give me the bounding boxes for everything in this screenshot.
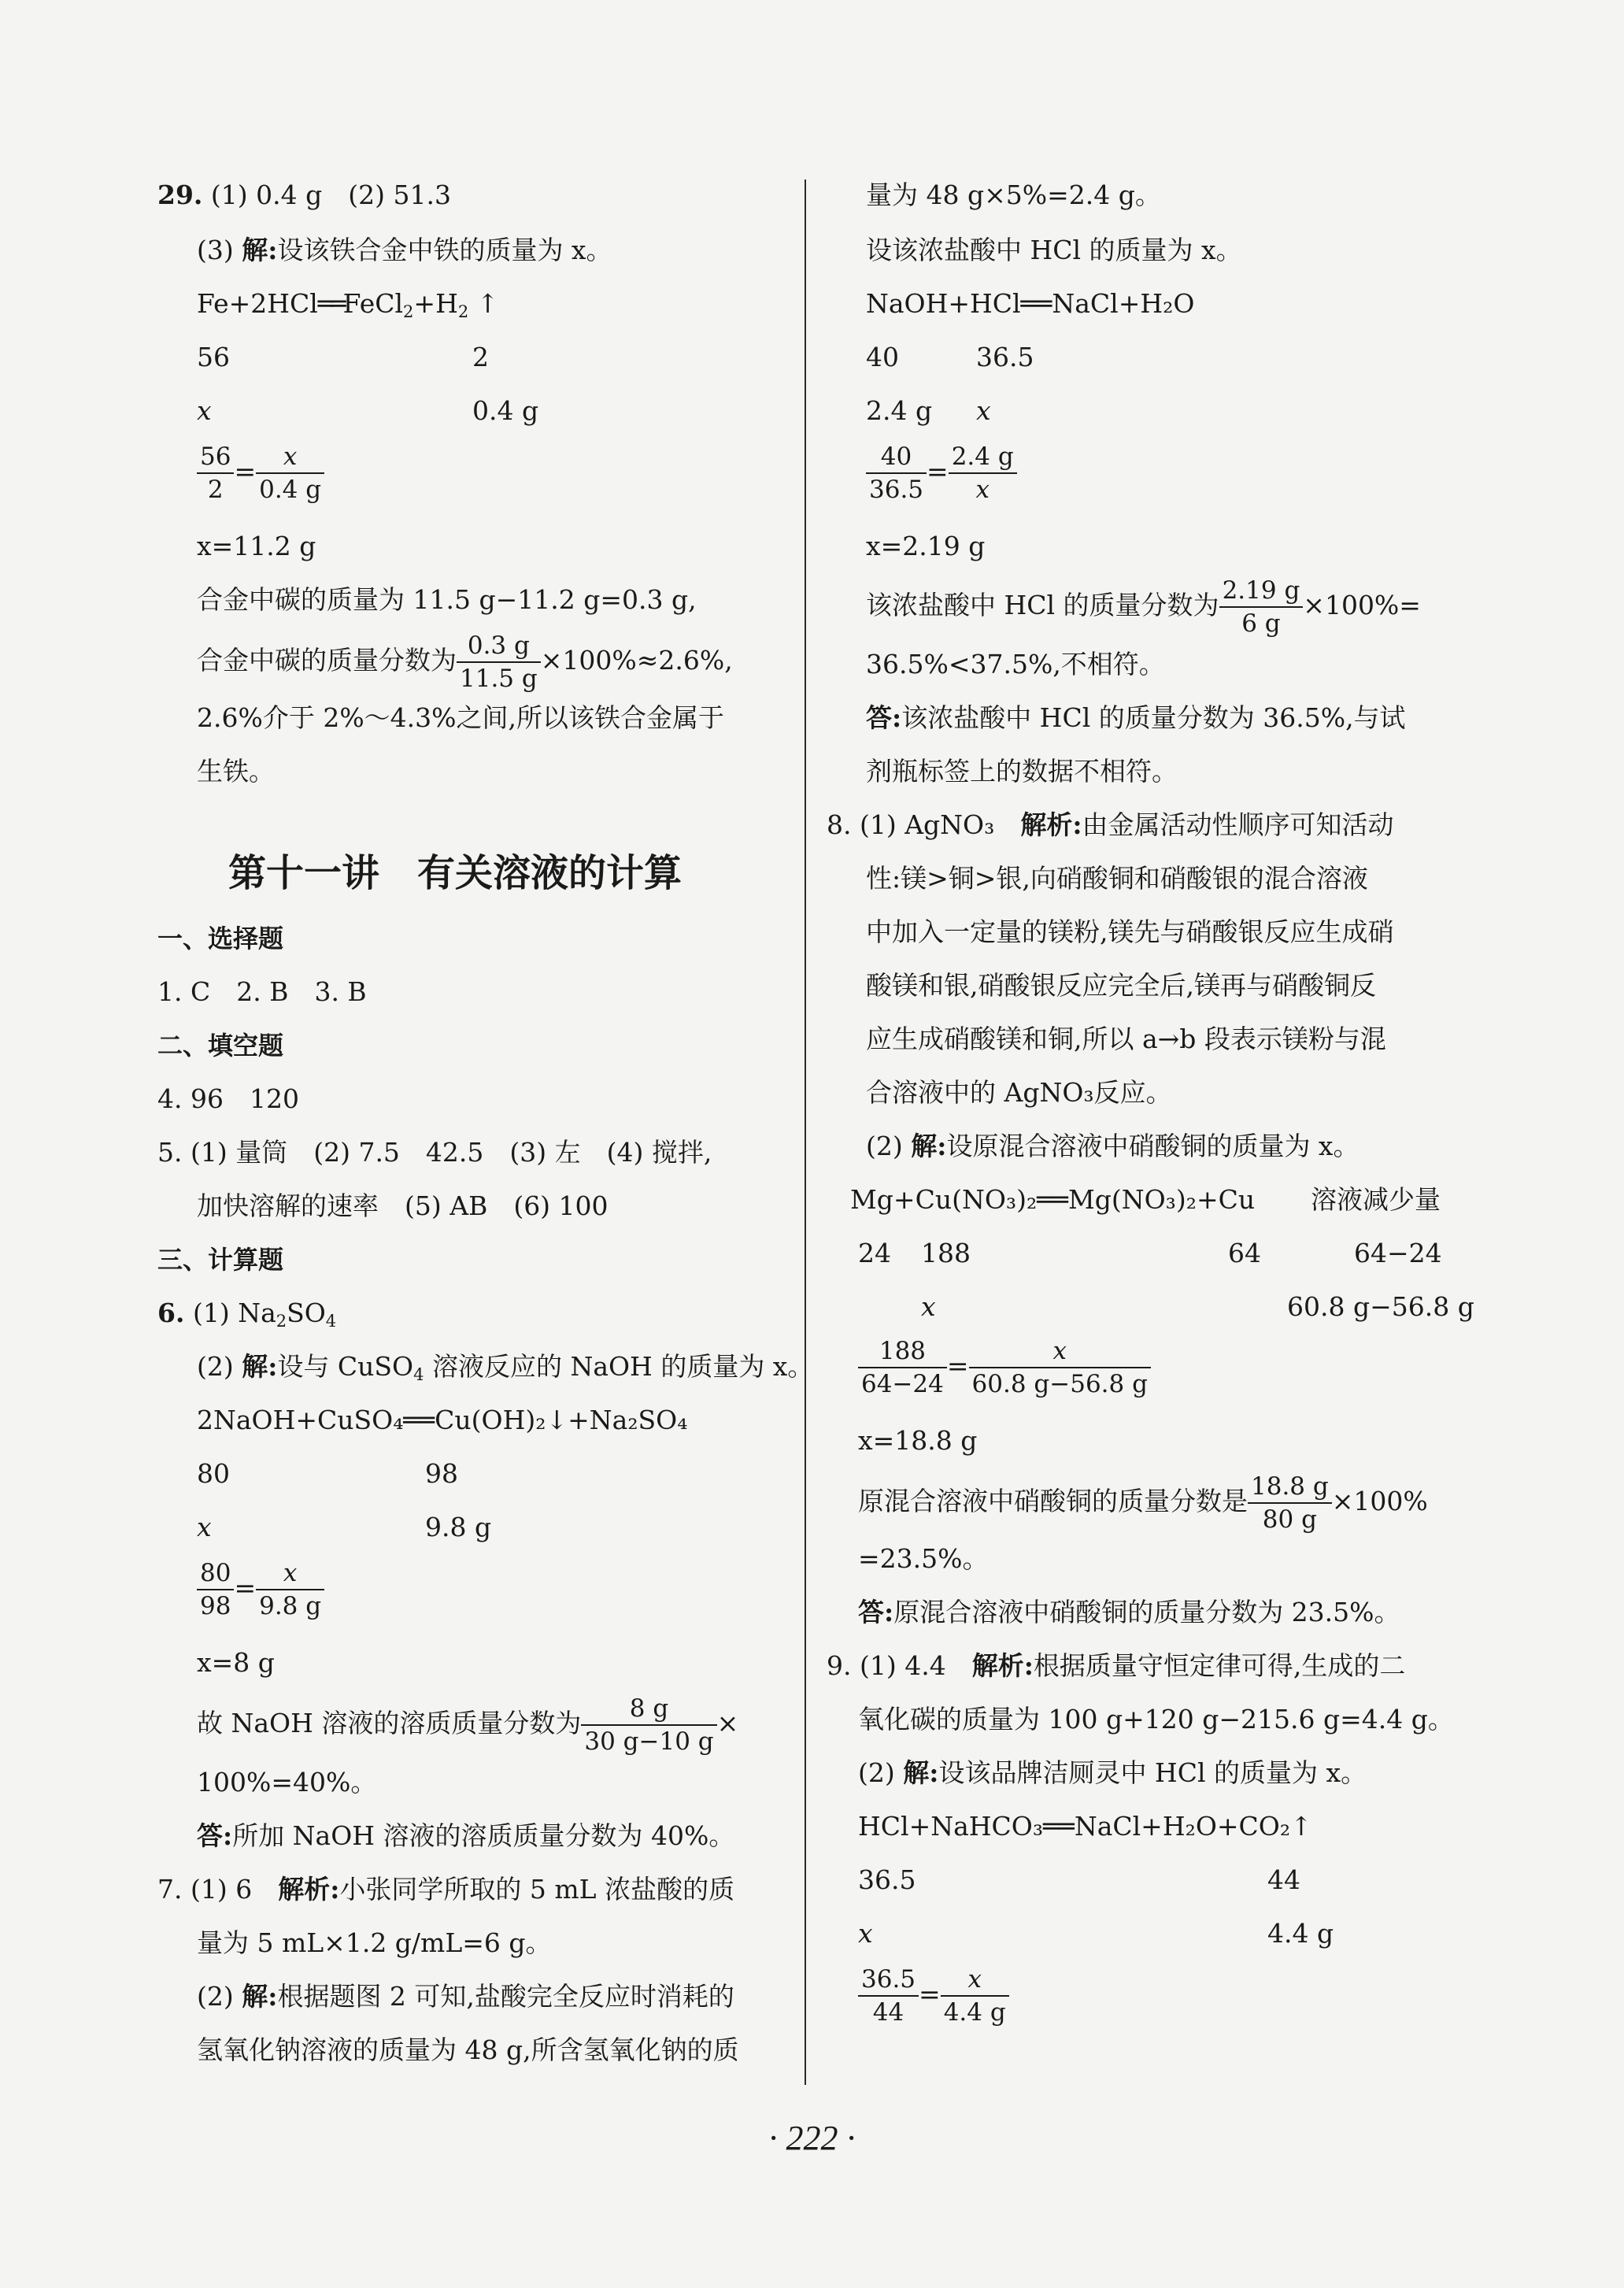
q6-proportion: $\frac{80}{98}$ = $\frac{x}{9.8 g}$ [197,1557,324,1622]
q9-var-2: 4.4 g [1267,1918,1334,1949]
q29-line2: (3) 解:设该铁合金中铁的质量为 x。 [197,235,612,265]
q29-result: x=11.2 g [197,531,316,561]
q7c-mass-1: 40 [866,342,899,372]
q6-line1: 6. (1) $Na_2SO_4$ [157,1298,337,1331]
q8-mass-3: 64 [1228,1238,1261,1268]
q8-var-1: x [921,1291,936,1322]
q8-equation: Mg+Cu(NO₃)₂══Mg(NO₃)₂+Cu [850,1184,1256,1215]
q7c-var-2: x [976,395,991,426]
q6-line2: (2) 解:设与 CuSO$_4$ 溶液反应的 NaOH 的质量为 x。 [197,1351,814,1384]
q9-line3: (2) 解:设该品牌洁厕灵中 HCl 的质量为 x。 [858,1757,1367,1788]
q8-equation-right: 溶液减少量 [1311,1184,1441,1215]
q7-line3: (2) 解:根据题图 2 可知,盐酸完全反应时消耗的 [197,1981,734,2012]
q8-line6: 合溶液中的 AgNO₃反应。 [866,1077,1172,1108]
q6-equation: 2NaOH+CuSO₄══Cu(OH)₂↓+Na₂SO₄ [197,1405,688,1435]
q29-conclusion-1: 2.6%介于 2%～4.3%之间,所以该铁合金属于 [197,702,725,733]
q7c-result: x=2.19 g [866,531,986,561]
lecture-title: 第十一讲 有关溶液的计算 [228,851,683,895]
q9-equation: HCl+NaHCO₃══NaCl+H₂O+CO₂↑ [858,1811,1312,1842]
q9-line2: 氧化碳的质量为 100 g+120 g−215.6 g=4.4 g。 [858,1704,1454,1735]
q8-line3: 中加入一定量的镁粉,镁先与硝酸银反应生成硝 [866,916,1394,947]
q7c-line2: 设该浓盐酸中 HCl 的质量为 x。 [866,235,1242,265]
q8-line1: 8. (1) AgNO₃ 解析:由金属活动性顺序可知活动 [827,809,1394,840]
q8-fraction-2: =23.5%。 [858,1543,989,1574]
q29-line1: 29. (1) 0.4 g (2) 51.3 [157,180,451,210]
section-choice: 一、选择题 [157,924,284,953]
q7-line1: 7. (1) 6 解析:小张同学所取的 5 mL 浓盐酸的质 [157,1874,735,1905]
q7c-mass-2: 36.5 [976,342,1034,372]
q29-proportion: $\frac{56}{2}$ = $\frac{x}{0.4 g}$ [197,441,324,505]
q7c-compare: 36.5%<37.5%,不相符。 [866,649,1165,679]
q29-carbon-fraction: 合金中碳的质量分数为 $\frac{0.3 g}{11.5 g}$ ×100%≈2.6%, [197,631,733,693]
q8-fraction: 原混合溶液中硝酸铜的质量分数是 $\frac{18.8 g}{80 g}$ ×100% [858,1472,1428,1534]
q8-result: x=18.8 g [858,1425,978,1456]
q8-mass-2: 188 [921,1238,971,1268]
q6-fraction: 故 NaOH 溶液的溶质质量分数为 $\frac{8 g}{30 g-10 g}$ × [197,1694,739,1756]
q7c-equation: NaOH+HCl══NaCl+H₂O [866,288,1195,319]
q6-var-2: 9.8 g [425,1512,492,1542]
q8-mass-4: 64−24 [1354,1238,1442,1268]
column-divider [805,180,806,2085]
q6-fraction-2: 100%=40%。 [197,1767,377,1797]
q8-line2: 性:镁>铜>银,向硝酸铜和硝酸银的混合溶液 [866,863,1368,894]
answer-5-line2: 加快溶解的速率 (5) AB (6) 100 [197,1190,609,1221]
q29-mass-1: 56 [197,342,230,372]
q7c-proportion: $\frac{40}{36.5}$ = $\frac{2.4 g}{x}$ [866,441,1017,505]
q6-var-1: x [197,1512,212,1542]
q7c-fraction: 该浓盐酸中 HCl 的质量分数为 $\frac{2.19 g}{6 g}$ ×100%= [866,576,1421,638]
answer-4: 4. 96 120 [157,1083,299,1114]
page-number: · 222 · [768,2119,856,2157]
q9-var-1: x [858,1918,873,1949]
q7c-var-1: 2.4 g [866,395,933,426]
q7-line2: 量为 5 mL×1.2 g/mL=6 g。 [197,1927,552,1958]
q8-mass-1: 24 [858,1238,891,1268]
q9-mass-1: 36.5 [858,1864,916,1895]
q8-answer: 答:原混合溶液中硝酸铜的质量分数为 23.5%。 [858,1597,1400,1627]
answers-1-3: 1. C 2. B 3. B [157,976,367,1007]
q6-result: x=8 g [197,1647,275,1678]
q9-proportion: $\frac{36.5}{44}$ = $\frac{x}{4.4 g}$ [858,1964,1009,2028]
q6-answer: 答:所加 NaOH 溶液的溶质质量分数为 40%。 [197,1820,735,1851]
q7-line4: 氢氧化钠溶液的质量为 48 g,所含氢氧化钠的质 [197,2034,739,2065]
q29-equation: $Fe+2HCl══FeCl_2+H_2$ ↑ [197,288,499,321]
q8-var-2: 60.8 g−56.8 g [1287,1291,1474,1322]
q9-mass-2: 44 [1267,1864,1300,1895]
q7c-answer: 答:该浓盐酸中 HCl 的质量分数为 36.5%,与试 [866,702,1406,733]
section-calc: 三、计算题 [157,1245,284,1275]
q9-line1: 9. (1) 4.4 解析:根据质量守恒定律可得,生成的二 [827,1650,1406,1681]
q7c-answer-2: 剂瓶标签上的数据不相符。 [866,756,1178,787]
q29-carbon-mass: 合金中碳的质量为 11.5 g−11.2 g=0.3 g, [197,584,697,615]
q8-line4: 酸镁和银,硝酸银反应完全后,镁再与硝酸铜反 [866,970,1376,1001]
answer-5-line1: 5. (1) 量筒 (2) 7.5 42.5 (3) 左 (4) 搅拌, [157,1137,712,1168]
q29-var-2: 0.4 g [472,395,539,426]
q8-line7: (2) 解:设原混合溶液中硝酸铜的质量为 x。 [866,1131,1359,1161]
q29-conclusion-2: 生铁。 [197,756,275,787]
q8-proportion: $\frac{188}{64-24}$ = $\frac{x}{60.8 g-56.8 g}$ [858,1335,1151,1400]
q6-mass-2: 98 [425,1458,458,1489]
q6-mass-1: 80 [197,1458,230,1489]
q7c-line1: 量为 48 g×5%=2.4 g。 [866,180,1161,210]
q29-mass-2: 2 [472,342,489,372]
q8-line5: 应生成硝酸镁和铜,所以 a→b 段表示镁粉与混 [866,1024,1386,1054]
section-fill: 二、填空题 [157,1031,284,1061]
q29-var-1: x [197,395,212,426]
